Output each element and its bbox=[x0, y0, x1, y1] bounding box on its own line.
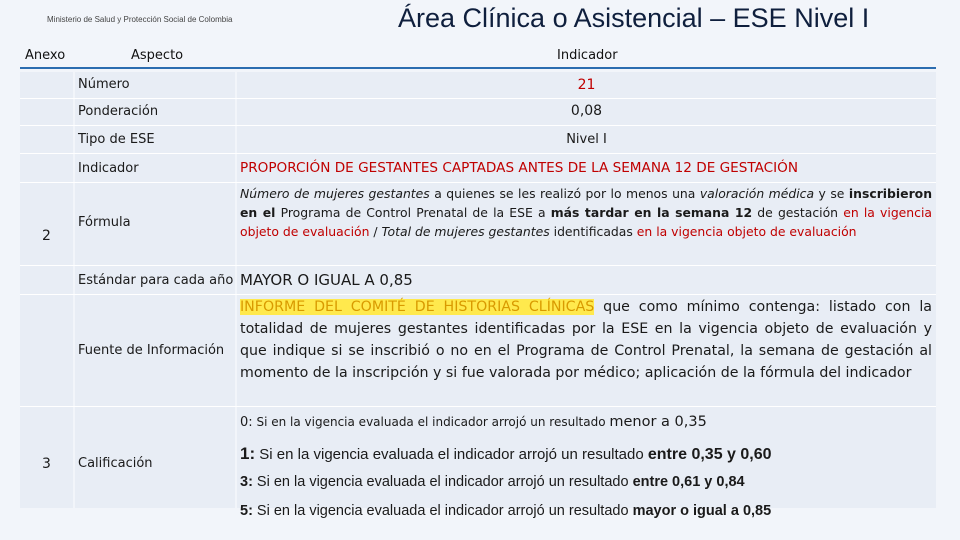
row-separator bbox=[20, 98, 936, 99]
score-5-threshold: mayor o igual a 0,85 bbox=[632, 503, 772, 519]
ese-type-value: Nivel I bbox=[566, 132, 607, 147]
formula-denominator: Total de mujeres gestantes bbox=[381, 224, 550, 239]
annex-number-3: 3 bbox=[42, 456, 51, 472]
formula-fragment: de gestación bbox=[752, 205, 844, 220]
row-label-numero: Número bbox=[78, 77, 130, 92]
score-1-threshold: entre 0,35 y 0,60 bbox=[647, 446, 772, 463]
score-0-threshold: menor a 0,35 bbox=[609, 414, 707, 430]
row-label-fuente: Fuente de Información bbox=[78, 343, 225, 358]
row-label-indicador: Indicador bbox=[78, 161, 139, 176]
source-fragment: listado con la totalidad de mujeres gestantes identificadas por la ESE en la vigencia objeto de evaluación y que indique si se inscribió o no en el Programa de Control Prenatal, la semana de gestación al momento de la inscripción y si fue valorada por médico; aplicación de la fórmula del indicador bbox=[240, 299, 932, 381]
score-5-line bbox=[240, 503, 771, 519]
row-separator bbox=[20, 125, 936, 126]
formula-numerator: Número de mujeres gestantes bbox=[240, 186, 430, 201]
score-5-text: Si en la vigencia evaluada el indicador arrojó un resultado bbox=[252, 503, 633, 519]
score-5-value: 5: bbox=[240, 503, 253, 519]
header-divider bbox=[20, 67, 936, 69]
formula-fragment: y se bbox=[814, 186, 849, 201]
score-1-text: Si en la vigencia evaluada el indicador arrojó un resultado bbox=[255, 446, 648, 463]
formula-fragment: inscribieron en el bbox=[240, 186, 933, 220]
row-separator bbox=[20, 294, 936, 295]
column-header-indicador: Indicador bbox=[557, 48, 618, 63]
score-3-line bbox=[240, 474, 745, 490]
formula-fragment: valoración médica bbox=[699, 186, 815, 201]
row-label-estandar: Estándar para cada año bbox=[78, 273, 234, 288]
annex-column-bg bbox=[20, 72, 73, 508]
row-separator bbox=[20, 265, 936, 266]
column-header-aspecto: Aspecto bbox=[131, 48, 184, 63]
formula-text bbox=[240, 184, 932, 241]
formula-fragment: en la vigencia objeto de evaluación bbox=[240, 205, 933, 239]
indicator-number: 21 bbox=[577, 77, 596, 93]
score-0-text: Si en la vigencia evaluada el indicador arrojó un resultado bbox=[252, 415, 610, 429]
ministry-label: Ministerio de Salud y Protección Social de Colombia bbox=[47, 15, 233, 24]
score-3-text: Si en la vigencia evaluada el indicador arrojó un resultado bbox=[252, 474, 633, 490]
score-3-threshold: entre 0,61 y 0,84 bbox=[632, 474, 745, 490]
score-0-line bbox=[240, 414, 707, 430]
formula-fragment: más tardar en la semana 12 bbox=[550, 205, 753, 220]
score-3-value: 3: bbox=[240, 474, 253, 490]
formula-fragment: identificadas bbox=[549, 224, 637, 239]
weighting-value: 0,08 bbox=[570, 103, 603, 119]
source-text bbox=[240, 296, 932, 384]
row-separator bbox=[20, 406, 936, 407]
score-1-line bbox=[240, 444, 772, 464]
row-separator bbox=[20, 153, 936, 154]
source-fragment: que como mínimo contenga: bbox=[594, 299, 829, 315]
row-label-calificacion: Calificación bbox=[78, 456, 153, 471]
score-0-value: 0: bbox=[240, 415, 253, 430]
row-separator bbox=[20, 182, 936, 183]
row-label-ponderacion: Ponderación bbox=[78, 104, 159, 119]
page-title: Área Clínica o Asistencial – ESE Nivel I bbox=[398, 3, 870, 33]
row-label-tipo-ese: Tipo de ESE bbox=[78, 132, 155, 147]
indicator-name: PROPORCIÓN DE GESTANTES CAPTADAS ANTES DE LA SEMANA 12 DE GESTACIÓN bbox=[240, 160, 799, 176]
source-report-highlight: INFORME DEL COMITÉ DE HISTORIAS CLÍNICAS bbox=[240, 299, 595, 315]
column-header-anexo: Anexo bbox=[25, 48, 66, 63]
formula-fragment: en la vigencia objeto de evaluación bbox=[636, 224, 857, 239]
row-label-formula: Fórmula bbox=[78, 215, 131, 230]
score-1-value: 1: bbox=[240, 444, 256, 463]
annex-number-2: 2 bbox=[42, 228, 51, 244]
standard-value: MAYOR O IGUAL A 0,85 bbox=[240, 271, 413, 289]
formula-fragment: a quienes se les realizó por lo menos una bbox=[429, 186, 700, 201]
formula-fragment: / bbox=[369, 224, 382, 239]
formula-fragment: Programa de Control Prenatal de la ESE a bbox=[275, 205, 551, 220]
